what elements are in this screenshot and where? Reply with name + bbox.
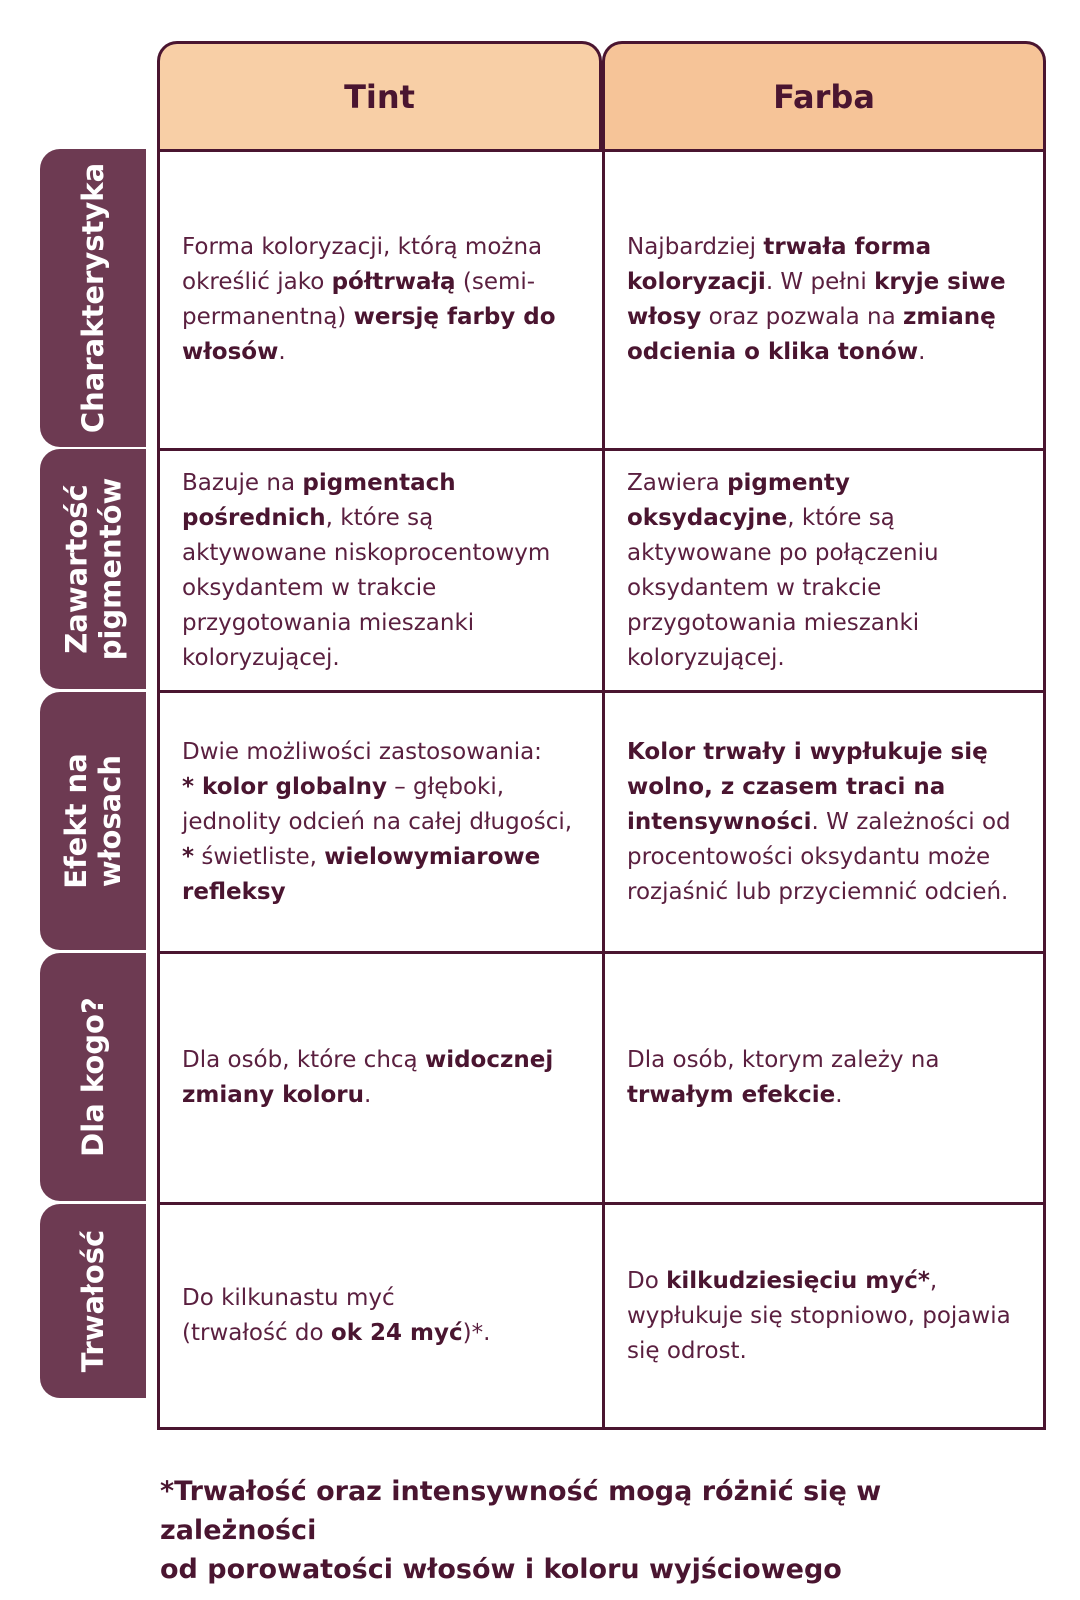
cell-efekt-tint: Dwie możliwości zastosowania: * kolor globalny – głęboki, jednolity odcień na całej długości, * świetliste, wielowymiarowe refleksy <box>182 738 573 905</box>
cell-charakterystyka-farba: Najbardziej trwała forma koloryzacji. W pełni kryje siwe włosy oraz pozwala na zmianę odcienia o klika tonów. <box>627 234 1006 365</box>
cell-charakterystyka-tint: Forma koloryzacji, którą można określić jako półtrwałą (semi-permanentną) wersję farby do włosów. <box>182 234 556 365</box>
row-label-dla-kogo: Dla kogo? <box>40 953 146 1201</box>
row-label-efekt-na-wlosach: Efekt na włosach <box>40 692 146 950</box>
footnote: *Trwałość oraz intensywność mogą różnić się w zależności od porowatości włosów i koloru wyjściowego <box>160 1476 882 1585</box>
row-label-charakterystyka: Charakterystyka <box>40 149 146 447</box>
cell-dla-kogo-tint: Dla osób, które chcą widocznej zmiany koloru. <box>182 1047 554 1108</box>
row-label-zawartosc-pigmentow: Zawartość pigmentów <box>40 449 146 689</box>
column-header-farba: Farba <box>602 41 1046 149</box>
comparison-table <box>157 149 1046 1430</box>
cell-dla-kogo-farba: Dla osób, ktorym zależy na trwałym efekcie. <box>627 1047 940 1108</box>
row-label-trwalosc: Trwałość <box>40 1204 146 1398</box>
column-header-tint: Tint <box>157 41 602 149</box>
cell-efekt-farba: Kolor trwały i wypłukuje się wolno, z czasem traci na intensywności. W zależności od procentowości oksydantu może rozjaśnić lub przyciemnić odcień. <box>627 738 1011 905</box>
cell-trwalosc-farba: Do kilkudziesięciu myć*, wypłukuje się stopniowo, pojawia się odrost. <box>627 1267 1011 1364</box>
cell-pigmenty-farba: Zawiera pigmenty oksydacyjne, które są aktywowane po połączeniu oksydantem w trakcie przygotowania mieszanki koloryzującej. <box>627 469 939 671</box>
cell-pigmenty-tint: Bazuje na pigmentach pośrednich, które są aktywowane niskoprocentowym oksydantem w trakcie przygotowania mieszanki koloryzującej. <box>182 469 551 671</box>
cell-trwalosc-tint: Do kilkunastu myć (trwałość do ok 24 myć)*. <box>182 1285 491 1346</box>
